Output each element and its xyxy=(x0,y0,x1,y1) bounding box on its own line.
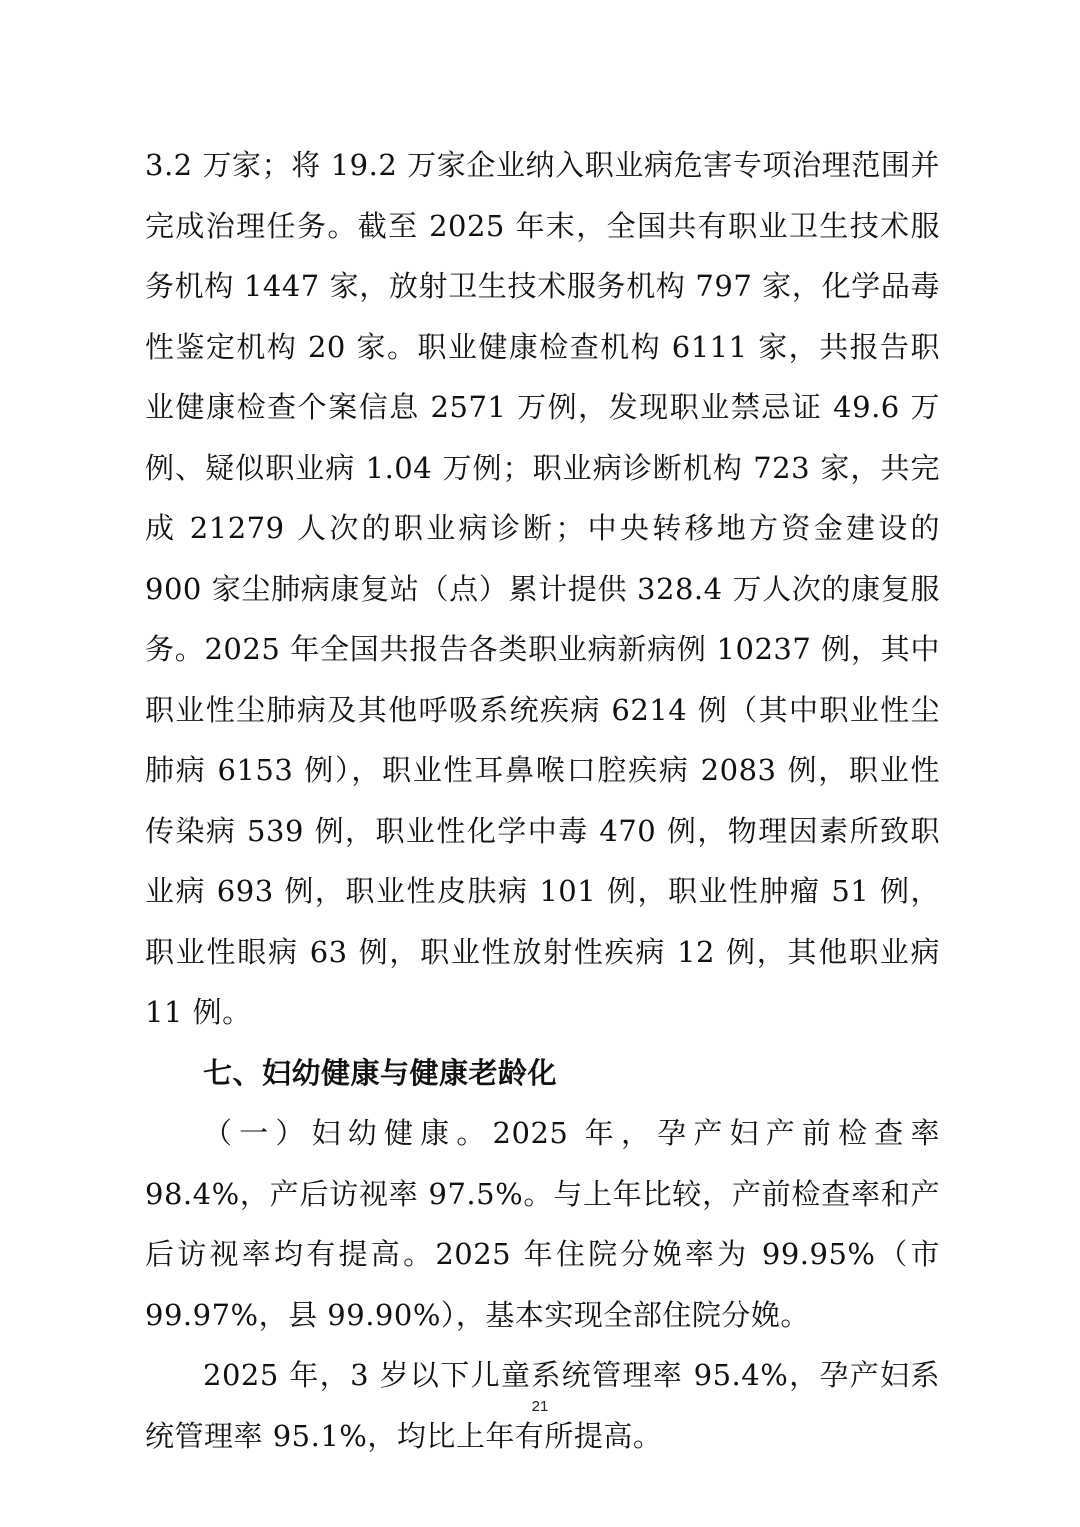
page-number: 21 xyxy=(531,1398,549,1415)
body-paragraph-occupational-health: 3.2 万家；将 19.2 万家企业纳入职业病危害专项治理范围并完成治理任务。截至 2025 年末，全国共有职业卫生技术服务机构 1447 家，放射卫生技术服务机构 797 家，化学品毒性鉴定机构 20 家。职业健康检查机构 6111 家，共报告职业健康检查个案信息 2571 万例，发现职业禁忌证 49.6 万例、疑似职业病 1.04 万例；职业病诊断机构 723 家，共完成 21279 人次的职业病诊断；中央转移地方资金建设的 900 家尘肺病康复站（点）累计提供 328.4 万人次的康复服务。2025 年全国共报告各类职业病新病例 10237 例，其中职业性尘肺病及其他呼吸系统疾病 6214 例（其中职业性尘肺病 6153 例），职业性耳鼻喉口腔疾病 2083 例，职业性传染病 539 例，职业性化学中毒 470 例，物理因素所致职业病 693 例，职业性皮肤病 101 例，职业性肿瘤 51 例，职业性眼病 63 例，职业性放射性疾病 12 例，其他职业病 11 例。 xyxy=(145,148,940,1029)
body-paragraph-system-management: 2025 年，3 岁以下儿童系统管理率 95.4%，孕产妇系统管理率 95.1%，均比上年有所提高。 xyxy=(145,1358,940,1453)
body-paragraph-maternal-child-health: （一）妇幼健康。2025 年，孕产妇产前检查率 98.4%，产后访视率 97.5%。与上年比较，产前检查率和产后访视率均有提高。2025 年住院分娩率为 99.95%（市 99.97%，县 99.90%），基本实现全部住院分娩。 xyxy=(145,1116,940,1332)
section-heading: 七、妇幼健康与健康老龄化 xyxy=(203,1055,558,1090)
document-body xyxy=(145,135,940,1466)
